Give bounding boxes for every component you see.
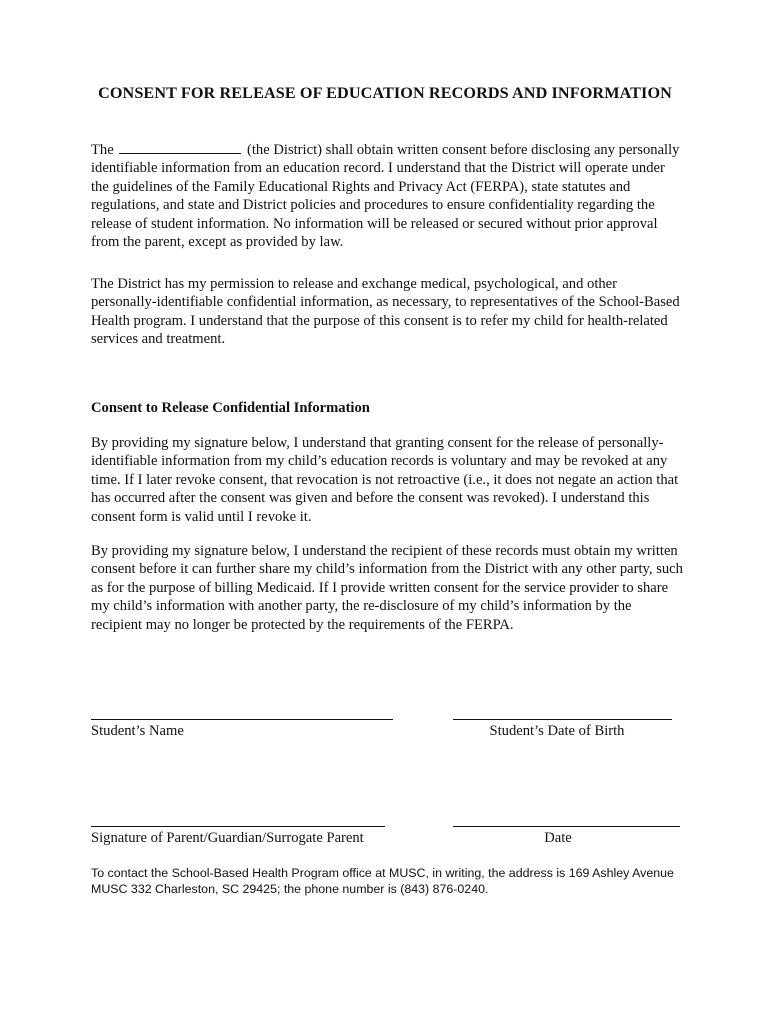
student-dob-line[interactable] — [453, 719, 672, 720]
paragraph-district-consent — [91, 141, 686, 251]
student-name-line[interactable] — [91, 719, 393, 720]
date-line[interactable] — [453, 826, 680, 827]
signature-label: Signature of Parent/Guardian/Surrogate Parent — [91, 830, 364, 846]
student-name-label: Student’s Name — [91, 723, 184, 739]
paragraph-permission: The District has my permission to release and exchange medical, psychological, and other personally-identifiable confidential information, as necessary, to representatives of the School-Based Health program. I understand that the purpose of this consent is to refer my child for health-related services and treatment. — [91, 276, 680, 348]
date-label: Date — [544, 830, 572, 846]
signature-line[interactable] — [91, 826, 385, 827]
paragraph-voluntary-consent: By providing my signature below, I understand that granting consent for the release of personally-identifiable information from my child’s education records is voluntary and may be revoked at any time. If I later revoke consent, that revocation is not retroactive (i.e., it does not negate an action that has occurred after the consent was given and before the consent was revoked). I understand this consent form is valid until I revoke it. — [91, 435, 679, 525]
district-name-blank[interactable] — [119, 141, 241, 154]
student-dob-label: Student’s Date of Birth — [489, 723, 625, 739]
paragraph-redisclosure: By providing my signature below, I understand the recipient of these records must obtain my written consent before it can further share my child’s information from the District with any other party, such as for the purpose of billing Medicaid. If I provide written consent for the service provider to share my child’s information with another party, the re-disclosure of my child’s information by the recipient may no longer be protected by the requirements of the FERPA. — [91, 543, 683, 633]
paragraph-lead-text: The — [91, 142, 114, 158]
paragraph-body-text: (the District) shall obtain written consent before disclosing any personally identifiable information from an education record. I understand that the District will operate under the guidelines of the Family Educational Rights and Privacy Act (FERPA), state statutes and regulations, and state and District policies and procedures to ensure confidentiality regarding the release of student information. No information will be released or secured without prior approval from the parent, except as provided by law. — [91, 142, 680, 251]
section-heading: Consent to Release Confidential Information — [91, 400, 370, 416]
contact-footer: To contact the School-Based Health Program office at MUSC, in writing, the address is 169 Ashley Avenue MUSC 332 Charleston, SC 29425; the phone number is (843) 876-0240. — [91, 866, 674, 896]
document-title: CONSENT FOR RELEASE OF EDUCATION RECORDS AND INFORMATION — [98, 84, 672, 102]
